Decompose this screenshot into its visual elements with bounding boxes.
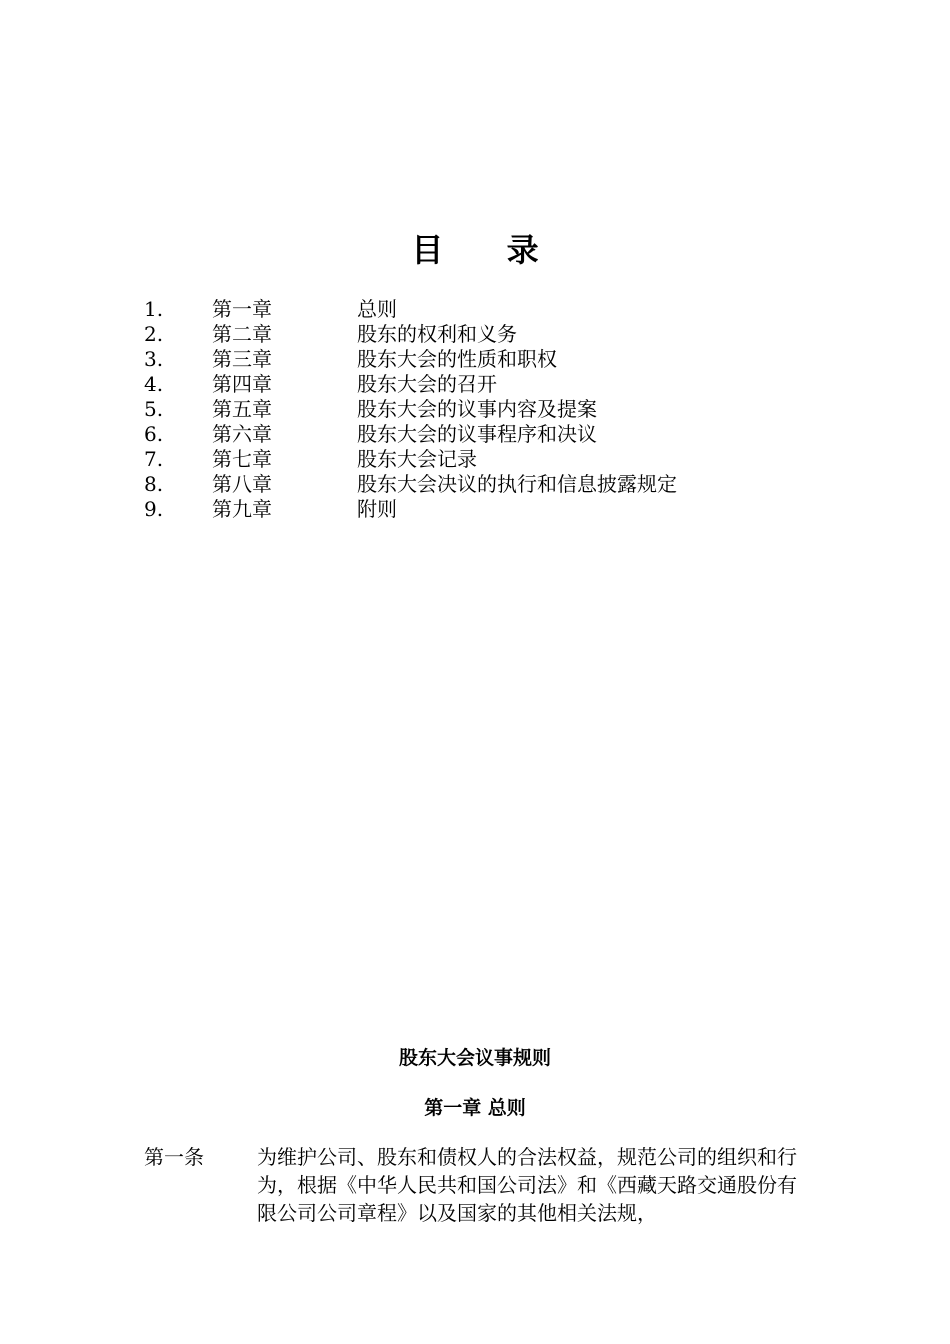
toc-item [144, 297, 844, 322]
toc-item [144, 472, 844, 497]
chapter-heading: 第一章 总则 [424, 1097, 526, 1119]
article-text: 为维护公司、股东和债权人的合法权益，规范公司的组织和行为，根据《中华人民共和国公司法》和《西藏天路交通股份有限公司公司章程》以及国家的其他相关法规， [257, 1145, 797, 1225]
toc-item-chapter: 第六章 [212, 422, 272, 446]
toc-item-title: 股东的权利和义务 [357, 322, 517, 346]
toc-title: 目 录 [411, 231, 565, 269]
toc-item-number: 8. [144, 472, 164, 496]
toc-item-chapter: 第一章 [212, 297, 272, 321]
toc-item-chapter: 第八章 [212, 472, 272, 496]
toc-item-number: 7. [144, 447, 164, 471]
toc-item-number: 3. [144, 347, 164, 371]
article-label: 第一条 [144, 1145, 204, 1169]
toc-item-title: 股东大会决议的执行和信息披露规定 [357, 472, 677, 496]
toc-item-title: 附则 [357, 497, 397, 521]
toc-item [144, 422, 844, 447]
toc-item-chapter: 第九章 [212, 497, 272, 521]
toc-item-number: 6. [144, 422, 164, 446]
toc-item-chapter: 第四章 [212, 372, 272, 396]
toc-item-number: 1. [144, 297, 164, 321]
toc-item-number: 5. [144, 397, 164, 421]
toc-item [144, 347, 844, 372]
toc-item-chapter: 第五章 [212, 397, 272, 421]
toc-item [144, 397, 844, 422]
toc-item-title: 股东大会记录 [357, 447, 477, 471]
toc-item-title: 总则 [357, 297, 397, 321]
toc-item-number: 2. [144, 322, 164, 346]
toc-item-title: 股东大会的议事内容及提案 [357, 397, 597, 421]
table-of-contents [144, 297, 844, 522]
toc-item-number: 4. [144, 372, 164, 396]
toc-item [144, 322, 844, 347]
toc-item-chapter: 第七章 [212, 447, 272, 471]
toc-item-title: 股东大会的性质和职权 [357, 347, 557, 371]
toc-item [144, 447, 844, 472]
toc-item [144, 372, 844, 397]
document-title: 股东大会议事规则 [398, 1047, 551, 1069]
toc-item-chapter: 第三章 [212, 347, 272, 371]
toc-item-number: 9. [144, 497, 164, 521]
toc-item-chapter: 第二章 [212, 322, 272, 346]
toc-item-title: 股东大会的召开 [357, 372, 497, 396]
toc-item [144, 497, 844, 522]
toc-item-title: 股东大会的议事程序和决议 [357, 422, 597, 446]
